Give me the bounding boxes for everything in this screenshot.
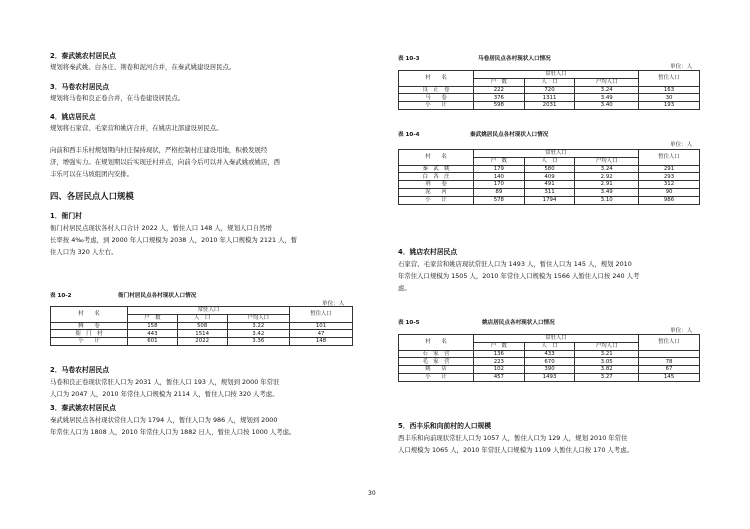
body-text: 长率按 4‰考虑，到 2000 年人口规模为 2038 人，2010 年人口规模为 2121 人，暂 <box>50 236 298 244</box>
body-text: 住人口为 320 人左右。 <box>50 248 118 256</box>
body-text: 人口为 2047 人，2010 年常住人口规模为 2114 人，暂住人口按 320 人考虑。 <box>50 390 279 398</box>
table-row: 白 各 庄 140 409 2.92 293 <box>399 173 700 181</box>
col-households: 户 数 <box>474 342 525 350</box>
body-text: 西丰乐和向前现状常驻人口为 1057 人，暂住人口为 129 人，规划 2010 年常住 <box>398 434 628 442</box>
body-text: 规划将秦武姚、白各庄、荆卷和泥河合并，在秦武姚建设居民点。 <box>50 63 236 71</box>
table-caption: 表 10-3 <box>398 56 420 62</box>
table-unit: 单位：人 <box>322 301 345 307</box>
table-row: 毛 家 营 223 670 3.05 78 <box>399 358 700 366</box>
table-row: 小 计 578 1794 3.10 986 <box>399 196 700 204</box>
table-row: 衙 门 村 443 1514 3.42 47 <box>51 330 353 338</box>
body-text: 向前和西丰乐村规划期内村庄保持现状，严格控制村庄建设用地，积极发展经 <box>50 146 268 154</box>
table-title: 姚店居民点各村现状人口情况 <box>482 320 555 326</box>
section-heading: 2．秦武姚农村居民点 <box>50 52 116 60</box>
population-table <box>398 149 700 205</box>
col-population: 人 口 <box>524 157 575 165</box>
col-avg: 户均人口 <box>575 342 639 350</box>
col-avg: 户均人口 <box>575 157 639 165</box>
col-households: 户 数 <box>474 157 525 165</box>
table-row: 秦 武 姚 179 580 3.24 291 <box>399 165 700 173</box>
table-caption: 表 10-2 <box>50 293 72 299</box>
table-caption: 表 10-5 <box>398 320 420 326</box>
body-text: 衙门村居民点现状各村人口合计 2022 人，暂住人口 148 人，规划人口自然增 <box>50 224 272 232</box>
col-temporary: 暂住人口 <box>639 335 700 351</box>
chapter-heading: 四、各居民点人口规模 <box>50 191 134 201</box>
col-resident: 常驻人口 <box>128 307 290 315</box>
population-table <box>50 306 353 346</box>
col-households: 户 数 <box>128 314 178 322</box>
col-village: 村 名 <box>51 307 128 323</box>
body-text: 规划将马卷和良正卷合并，在马卷建设居民点。 <box>50 94 185 102</box>
table-row: 小 计 601 2022 3.36 148 <box>51 338 353 346</box>
table-row: 泥 河 89 311 3.49 90 <box>399 188 700 196</box>
table-caption: 表 10-4 <box>398 132 420 138</box>
population-table <box>398 70 700 110</box>
body-text: 石家营、毛家营和姚店现状常驻人口为 1493 人，暂住人口为 145 人，规划 2010 <box>398 260 632 268</box>
col-village: 村 名 <box>399 335 474 351</box>
table-title: 马卷居民点各村现状人口情况 <box>478 56 551 62</box>
table-row: 小 计 457 1493 3.27 145 <box>399 373 700 381</box>
section-heading: 5．西丰乐和向前村的人口规模 <box>398 422 492 430</box>
section-heading: 4．姚店农村居民点 <box>398 248 458 256</box>
col-resident: 常驻人口 <box>474 71 639 79</box>
col-temporary: 暂住人口 <box>639 150 700 166</box>
col-temporary: 暂住人口 <box>639 71 700 87</box>
table-title: 秦武姚居民点各村现状人口情况 <box>470 132 549 138</box>
table-row: 腾 卷 158 508 3.22 101 <box>51 322 353 330</box>
section-heading: 3．马卷农村居民点 <box>50 83 110 91</box>
col-avg: 户均人口 <box>227 314 289 322</box>
table-unit: 单位：人 <box>670 142 693 148</box>
table-row: 姚 店 102 390 3.82 67 <box>399 366 700 374</box>
section-heading: 3．秦武姚农村居民点 <box>50 404 116 412</box>
body-text: 规划将石家营、毛家营和姚店合并，在姚店北部建设居民点。 <box>50 124 223 132</box>
body-text: 秦武姚居民点各村现状常住人口为 1794 人，暂住人口为 986 人，规划到 2000 <box>50 416 278 424</box>
col-population: 人 口 <box>524 342 575 350</box>
body-text: 丰乐可以在马坡组团内安排。 <box>50 170 134 178</box>
body-text: 济，增强实力。在规划期以后实现迁村并点，向前今后可以并入秦武姚或姚店，西 <box>50 158 281 166</box>
section-heading: 1．衙门村 <box>50 212 82 220</box>
table-unit: 单位：人 <box>670 64 693 70</box>
body-text: 人口规模为 1065 人，2010 年常驻人口规模为 1109 人暂住人口按 170 人考虑。 <box>398 446 633 454</box>
page-number: 30 <box>368 490 376 497</box>
table-row: 荆 卷 170 491 2.91 312 <box>399 181 700 189</box>
col-population: 人 口 <box>177 314 227 322</box>
col-village: 村 名 <box>399 150 474 166</box>
section-heading: 2．马卷农村居民点 <box>50 366 110 374</box>
body-text: 年常住人口为 1808 人，2010 年常住人口为 1882 日人，暂住人口按 1000 人考虑。 <box>50 428 296 436</box>
body-text: 马卷和良正卷现状常驻人口为 2031 人，暂住人口 193 人，规划到 2000 年常驻 <box>50 378 280 386</box>
col-resident: 常驻人口 <box>474 150 639 158</box>
table-row: 马 卷 376 1311 3.49 30 <box>399 94 700 102</box>
body-text: 虑。 <box>398 284 411 292</box>
table-unit: 单位：人 <box>670 328 693 334</box>
col-households: 户 数 <box>474 78 525 86</box>
col-resident: 常驻人口 <box>474 335 639 343</box>
table-row: 小 计 598 2031 3.40 193 <box>399 102 700 110</box>
col-temporary: 暂住人口 <box>290 307 353 323</box>
body-text: 年常住人口规模为 1505 人，2010 年常住人口规模为 1566 人暂住人口按 240 人考 <box>398 272 640 280</box>
table-row: 良 正 卷 222 720 3.24 163 <box>399 86 700 94</box>
table-row: 石 家 营 136 433 3.21 <box>399 350 700 358</box>
col-population: 人 口 <box>524 78 575 86</box>
section-heading: 4．姚店居民点 <box>50 113 96 121</box>
population-table <box>398 334 700 382</box>
col-village: 村 名 <box>399 71 474 87</box>
table-title: 衙门村居民点各村现状人口情况 <box>118 293 197 299</box>
col-avg: 户均人口 <box>575 78 639 86</box>
